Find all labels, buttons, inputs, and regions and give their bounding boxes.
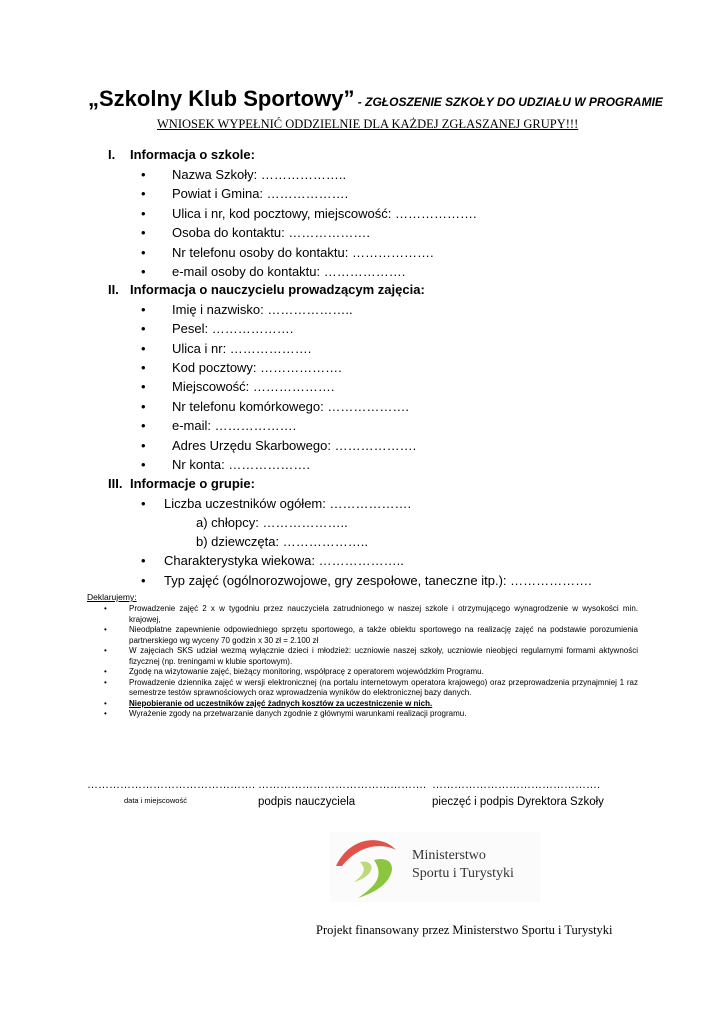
bullet-icon: • xyxy=(141,321,146,336)
bullet-icon: • xyxy=(104,677,107,687)
date-place-line: ………………………………………. xyxy=(87,779,256,791)
bullet-icon: • xyxy=(104,625,107,634)
director-signature-label: pieczęć i podpis Dyrektora Szkoły xyxy=(432,796,604,808)
bullet-icon: • xyxy=(141,302,146,317)
declaration-item xyxy=(104,709,638,720)
field-label: Kod pocztowy: ………………. xyxy=(172,360,342,375)
declaration-item xyxy=(104,678,638,699)
declaration-text: Wyrażenie zgody na przetwarzanie danych zgodnie z głównymi warunkami realizacji programu. xyxy=(129,709,467,718)
field-label: Pesel: ………………. xyxy=(172,321,294,336)
field-label: Charakterystyka wiekowa: ……………….. xyxy=(164,553,404,568)
field-label: Nr telefonu komórkowego: ………………. xyxy=(172,399,409,414)
ministry-logo xyxy=(330,832,540,902)
director-signature-line: ………………………………………. xyxy=(432,779,601,791)
declaration-item xyxy=(104,667,638,678)
bullet-icon: • xyxy=(141,264,146,279)
teacher-signature-label: podpis nauczyciela xyxy=(258,796,356,808)
sub-item-girls: b) dziewczęta: ……………….. xyxy=(196,534,368,549)
teacher-signature-line: ………………………………………. xyxy=(258,779,427,791)
field-label: e-mail: ………………. xyxy=(172,418,297,433)
field-label: Liczba uczestników ogółem: ………………. xyxy=(164,496,412,511)
bullet-icon: • xyxy=(104,709,107,718)
date-place-label: data i miejscowość xyxy=(124,796,187,805)
bullet-icon: • xyxy=(141,225,146,240)
bullet-icon: • xyxy=(104,698,107,708)
section-1-heading xyxy=(0,147,724,165)
title-main-text: „Szkolny Klub Sportowy” xyxy=(88,86,355,111)
field-label: Ulica i nr, kod pocztowy, miejscowość: ………………. xyxy=(172,206,477,221)
bullet-icon: • xyxy=(141,457,146,472)
bullet-icon: • xyxy=(141,341,146,356)
bullet-icon: • xyxy=(104,646,107,655)
declaration-text: Nieodpłatne zapewnienie odpowiedniego sprzętu sportowego, a także obiektu sportowego na realizację zajęć na podstawie porozumienia partnerskiego wg wyceny 70 godzin x 30 zł = 2.100 zł xyxy=(129,625,638,645)
field-label: Typ zajęć (ogólnorozwojowe, gry zespołowe, taneczne itp.): ………………. xyxy=(164,573,592,588)
form-subtitle: WNIOSEK WYPEŁNIĆ ODDZIELNIE DLA KAŻDEJ ZGŁASZANEJ GRUPY!!! xyxy=(157,117,579,131)
field-label: Adres Urzędu Skarbowego: ………………. xyxy=(172,438,417,453)
title-suffix: - ZGŁOSZENIE SZKOŁY DO UDZIAŁU W PROGRAMIE xyxy=(354,95,663,109)
bullet-icon: • xyxy=(141,206,146,221)
bullet-icon: • xyxy=(141,418,146,433)
field-label: Powiat i Gmina: ………………. xyxy=(172,186,349,201)
declaration-text: Prowadzenie dziennika zajęć w wersji elektronicznej (na portalu internetowym operatora krajowego) oraz przeprowadzenia przynajmniej 1 raz semestrze testów sprawnościowych oraz wprowadzenia wyników do elektronicznej bazy danych. xyxy=(129,677,638,697)
declaration-title: Deklarujemy: xyxy=(87,592,137,602)
field-label: Nr konta: ………………. xyxy=(172,457,310,472)
field-label: Nr telefonu osoby do kontaktu: ………………. xyxy=(172,245,434,260)
bullet-icon: • xyxy=(141,553,146,568)
bullet-icon: • xyxy=(141,399,146,414)
form-title xyxy=(88,86,663,112)
field-label: e-mail osoby do kontaktu: ………………. xyxy=(172,264,406,279)
section-title: Informacja o szkole: xyxy=(130,147,255,162)
logo-line-1: Ministerstwo xyxy=(412,848,486,863)
declaration-item xyxy=(104,625,638,646)
declaration-item xyxy=(104,699,638,710)
field-label: Osoba do kontaktu: ………………. xyxy=(172,225,370,240)
section-title: Informacja o nauczycielu prowadzącym zajęcia: xyxy=(130,282,425,297)
field-label: Imię i nazwisko: ……………….. xyxy=(172,302,353,317)
bullet-icon: • xyxy=(104,667,107,676)
field-label: Miejscowość: ………………. xyxy=(172,379,335,394)
logo-line-2: Sportu i Turystyki xyxy=(412,866,514,881)
bullet-icon: • xyxy=(104,604,107,613)
section-number: I. xyxy=(108,147,116,162)
bullet-icon: • xyxy=(141,573,146,588)
field-label: Ulica i nr: ………………. xyxy=(172,341,312,356)
bullet-icon: • xyxy=(141,360,146,375)
declaration-text: W zajęciach SKS udział wezmą wyłącznie dzieci i młodzież: uczniowie naszej szkoły, uczniowie nieobjęci regularnymi formami aktywności fizycznej (np. treningami w klubie sportowym). xyxy=(129,646,638,666)
ministry-emblem-icon xyxy=(330,832,410,902)
section-3-heading xyxy=(0,476,724,494)
declaration-item xyxy=(104,604,638,625)
section-2-heading xyxy=(0,282,724,300)
bullet-icon: • xyxy=(141,186,146,201)
declaration-item xyxy=(104,646,638,667)
footer-note: Projekt finansowany przez Ministerstwo Sportu i Turystyki xyxy=(316,923,613,937)
declaration-text: Prowadzenie zajęć 2 x w tygodniu przez nauczyciela zatrudnionego w naszej szkole i otrzymującego wynagrodzenie w wysokości min. krajowej, xyxy=(129,604,638,624)
bullet-icon: • xyxy=(141,379,146,394)
section-number: II. xyxy=(108,282,119,297)
bullet-icon: • xyxy=(141,245,146,260)
declaration-text: Niepobieranie od uczestników zajęć żadnych kosztów za uczestniczenie w nich. xyxy=(129,698,433,708)
sub-item-boys: a) chłopcy: ……………….. xyxy=(196,515,348,530)
bullet-icon: • xyxy=(141,496,146,511)
declaration-text: Zgodę na wizytowanie zajęć, bieżący monitoring, współpracę z operatorem wojewódzkim Programu. xyxy=(129,667,484,676)
section-number: III. xyxy=(108,476,123,491)
declaration-list xyxy=(104,604,638,720)
field-label: Nazwa Szkoły: ……………….. xyxy=(172,167,347,182)
bullet-icon: • xyxy=(141,438,146,453)
bullet-icon: • xyxy=(141,167,146,182)
section-title: Informacje o grupie: xyxy=(130,476,255,491)
